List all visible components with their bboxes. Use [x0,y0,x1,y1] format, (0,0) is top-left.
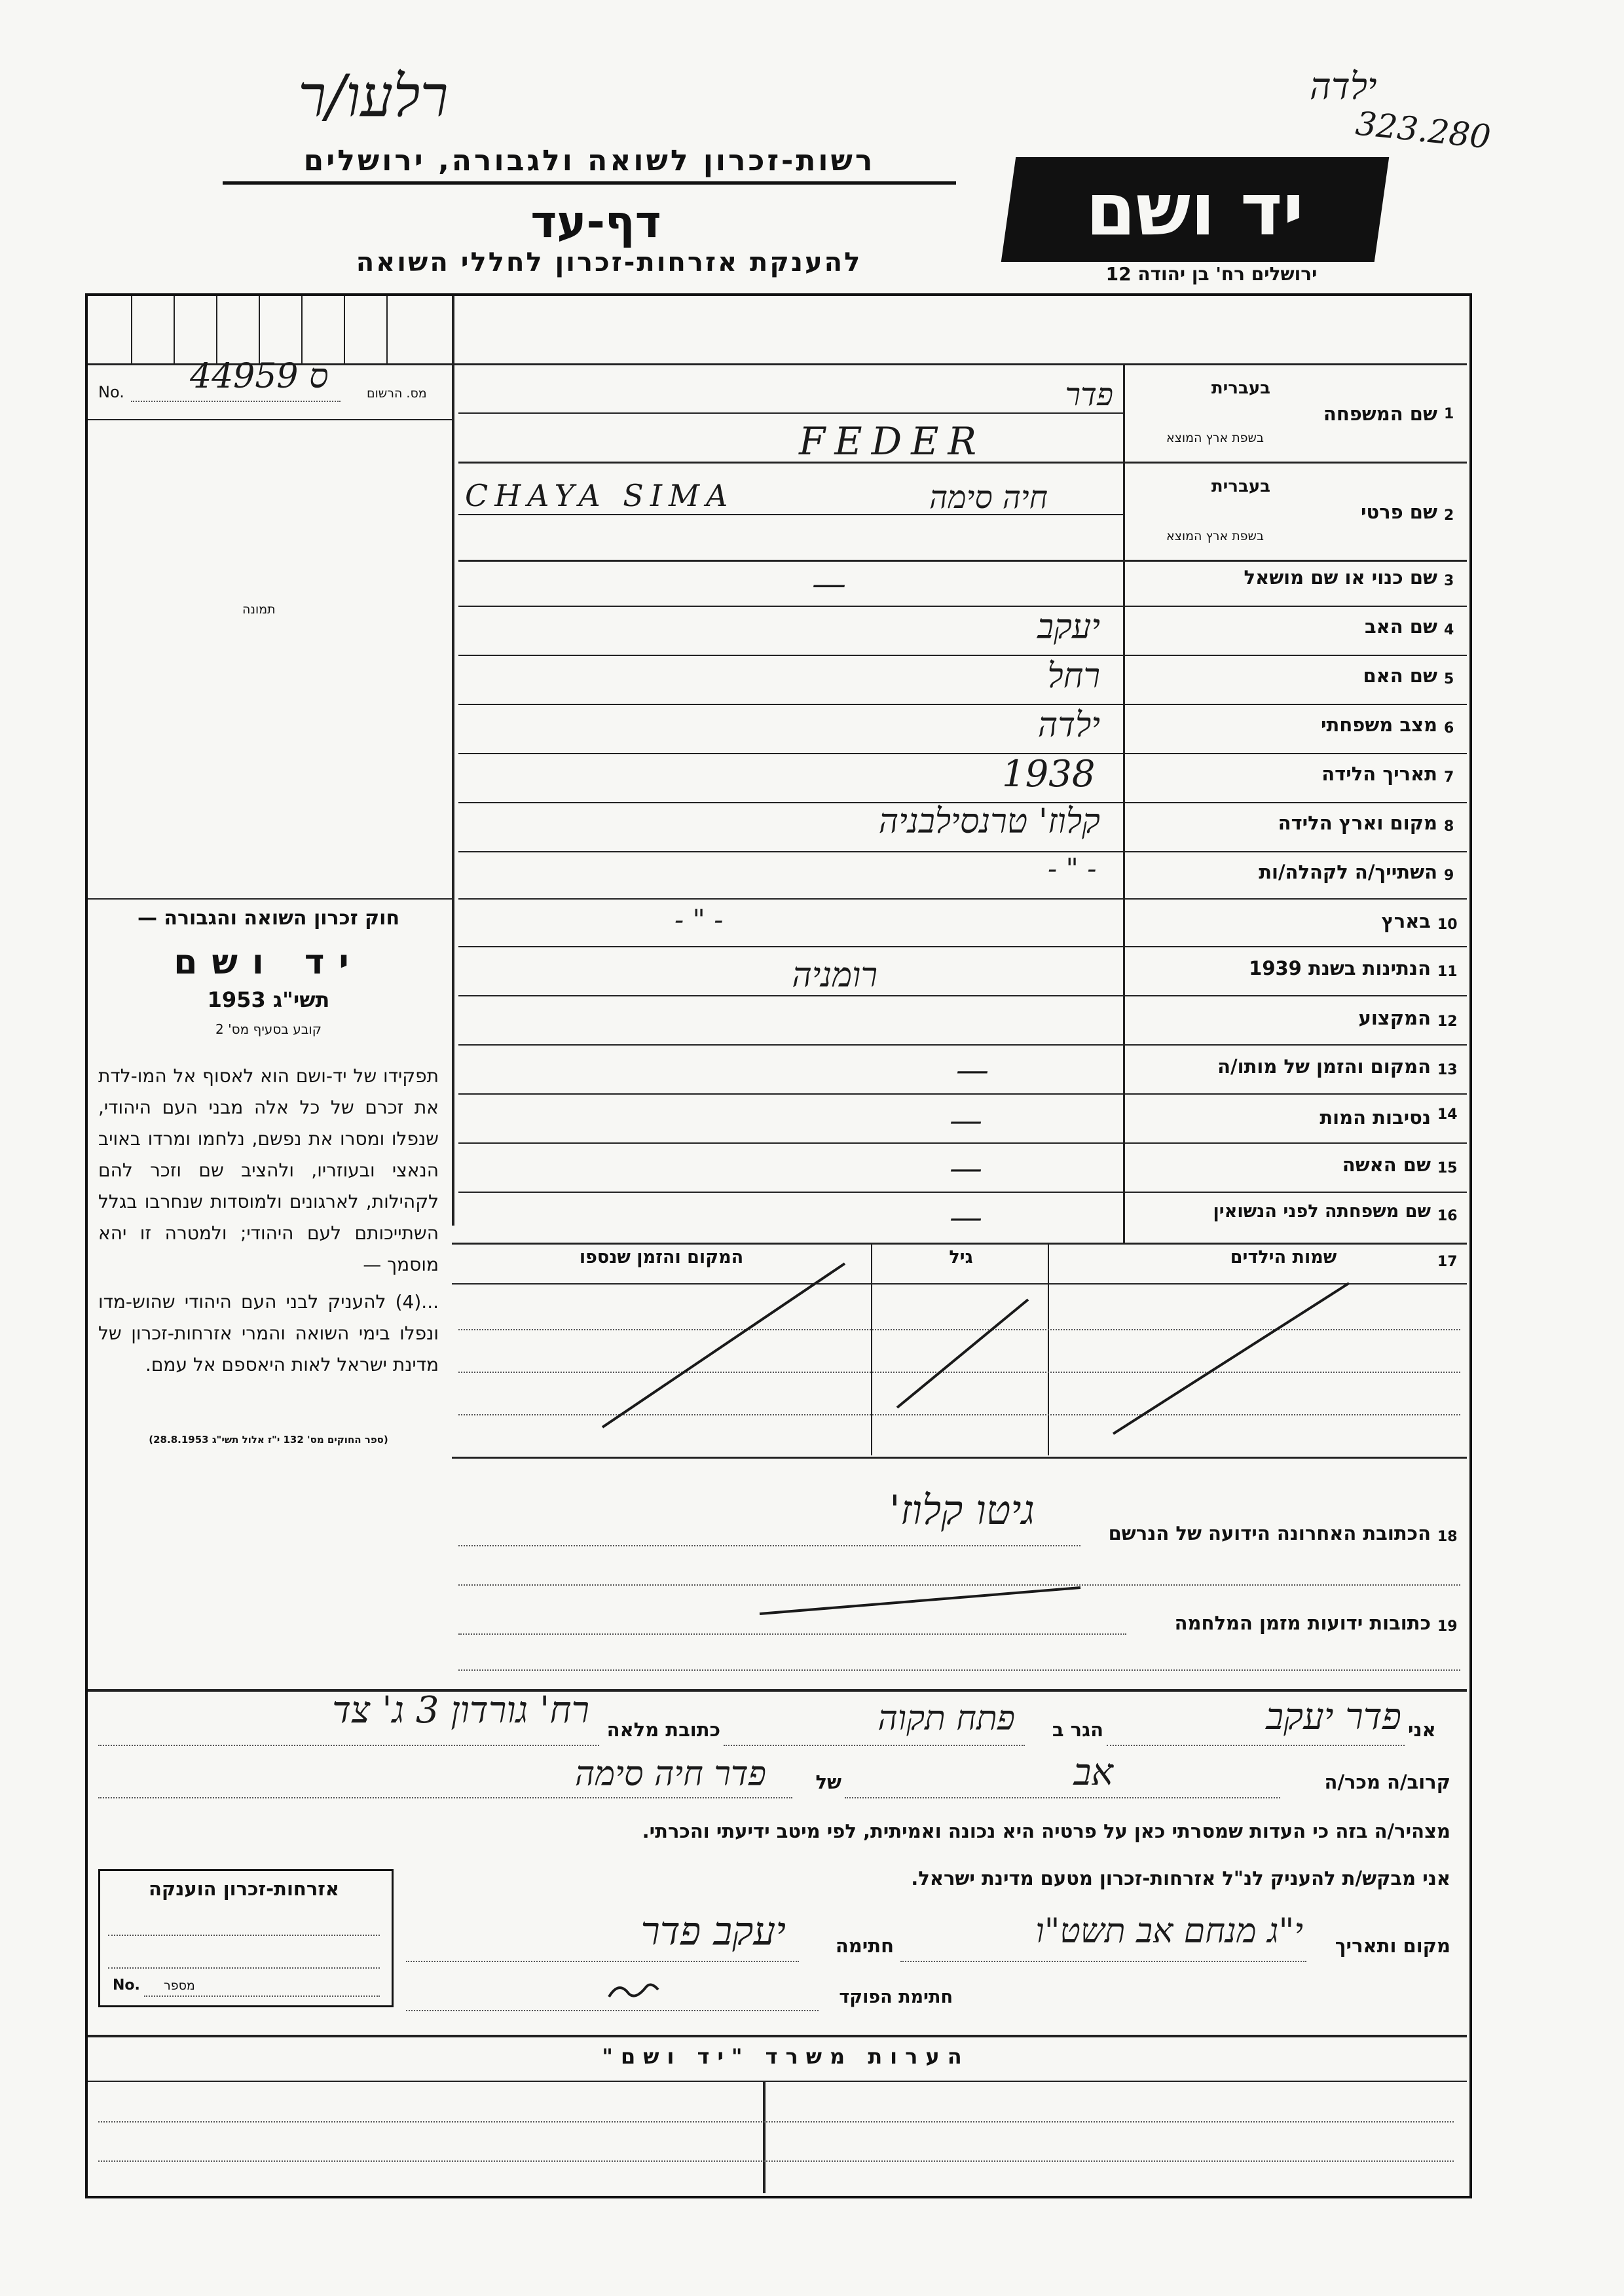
office-title: הערות משרד "יד ושם" [602,2044,970,2069]
field-5-label: שם האם [1363,665,1437,687]
field-19-label: כתובות ידועות מזמן המלחמה [1174,1612,1431,1634]
field-2-sub-bottom: בשפת ארץ המוצא [1166,529,1264,543]
field-8-label: מקום וארץ הלידה [1278,812,1437,834]
law-title: חוק זכרון השואה והגבורה — [137,907,400,930]
law-reference: (ספר החוקים מס' 132 י"ז אלול תשי"ג 28.8.1953) [149,1434,388,1446]
authority-name: רשות-זכרון לשואה ולגבורה, ירושלים [223,144,956,185]
field-15-value: — [950,1149,982,1187]
field-14-num: 14 [1437,1106,1458,1123]
field-3-label: שם כנוי או שם מושאל [1244,566,1437,589]
citizenship-num-line [144,1995,380,1997]
decl-sig-label: חתימה [835,1935,894,1957]
field-3-value: — [812,564,846,604]
field-3-num: 3 [1444,573,1454,589]
field-11-num: 11 [1437,964,1458,980]
field-4-num: 4 [1444,622,1454,638]
decl-name: פדר יעקב [1266,1696,1401,1738]
citizenship-no-label: No. [113,1977,140,1994]
citizenship-box-line [108,1935,380,1936]
logo-text: יד ושם [1086,168,1304,251]
field-12-num: 12 [1437,1013,1458,1030]
decl-resides-label: הגר ב [1052,1719,1103,1741]
decl-clerk-label: חתימת הפוקד [839,1987,953,2007]
top-right-note: ילדה [1310,65,1377,108]
decl-addr: רח' גורדון 3 ג' צד [332,1689,589,1732]
decl-relation-label: קרוב/ה מכר/ה [1324,1771,1450,1793]
page-subtitle: להענקת אזרחות-זכרון לחללי השואה [356,247,862,278]
field-7-label: תאריך הלידה [1321,763,1437,785]
decl-prefix: אני [1408,1719,1436,1741]
decl-of-label: של [815,1771,841,1793]
field-13-num: 13 [1437,1062,1458,1078]
decl-addr-label: כתובת מלאה [606,1719,720,1741]
citizenship-num-label: מספר [164,1978,195,1993]
field-11-label: הנתינות בשנת 1939 [1249,957,1431,979]
citizenship-box-line [108,1967,380,1969]
field-7-num: 7 [1444,769,1454,786]
field-10-num: 10 [1437,917,1458,933]
field-4-label: שם האב [1364,615,1437,638]
office-line [98,2121,1454,2123]
decl-statement: מצהיר/ה בזה כי העדות שמסרתי כאן על פרטיה היא נכונה ואמיתית, לפי מיטב ידיעתי והכרתי. [642,1820,1450,1842]
field-13-label: המקום והזמן של מותו/ה [1217,1055,1431,1078]
field-13-value: — [956,1051,989,1089]
law-body-1: תפקידו של יד-ושם הוא לאסוף אל המו-לדת את זכרם של כל אלה מבני העם היהודי, שנפלו ומסרו את נפשם, נלחמו ומרדו באויב הנאצי ובעוזריו, ולהציב שם וזכר להם לקהילות, לארגונים ולמוסדות שנחרבו בגלל השתייכותם לעם היהודי; ולמטרה זו יהא מוסמך — [98,1065,439,1275]
no-label: No. [98,383,124,401]
children-col-names: שמות הילדים [1230,1247,1337,1267]
top-handwritten-code: רלעו/ר [298,62,449,130]
decl-place-label: מקום ותאריך [1335,1935,1450,1957]
field-16-num: 16 [1437,1208,1458,1224]
decl-victim-name: פדר חיה סימה [574,1755,766,1794]
field-10-label: בארץ [1381,910,1431,932]
field-8-value: קלוז' טרנסילבניה [878,802,1100,841]
field-1-sub-top: בעברית [1211,378,1270,398]
field-2-sub-top: בעברית [1211,477,1270,496]
field-1-num: 1 [1444,406,1454,422]
office-header-line [88,2081,1467,2082]
field-16-label: שם משפחתה לפני הנשואין [1213,1201,1431,1222]
decl-city: פתח תקוה [877,1699,1015,1738]
field-11-value: רומניה [792,956,877,995]
field-2-label: שם פרטי [1360,501,1437,523]
field-6-label: מצב משפחתי [1320,714,1437,736]
photo-label: תמונה [242,602,276,617]
logo-address: ירושלים רח' בן יהודה 12 [1105,263,1318,285]
field-9-value: - " - [1048,852,1097,884]
decl-place-value: י"ג מנחם אב תשט"ו [1035,1912,1303,1951]
law-year: תשי"ג 1953 [207,987,330,1012]
field-16-value: — [950,1198,982,1236]
field-5-value: רחל [1047,657,1100,696]
office-divider [763,2081,766,2193]
field-10-value: - " - [674,903,724,936]
decl-signature: יעקב פדר [640,1908,786,1954]
field-1-sub-bottom: בשפת ארץ המוצא [1166,431,1264,445]
field-2-num: 2 [1444,507,1454,524]
field-9-num: 9 [1444,867,1454,884]
field-7-value: 1938 [1002,753,1096,795]
page-title: דף-עד [530,196,661,248]
field-1-value: פדר [1065,376,1113,413]
field-6-num: 6 [1444,720,1454,737]
children-col-place: המקום והזמן שנספו [579,1247,744,1267]
field-4-value: יעקב [1037,608,1100,647]
decl-relation: אב [1073,1751,1113,1794]
reg-label: מס. הרשום [367,386,427,401]
citizenship-box-title: אזרחות-זכרון הוענקה [148,1878,340,1900]
top-right-number: 323.280 [1354,104,1493,156]
field-18-label: הכתובת האחרונה הידועה של הנרשם [1108,1522,1431,1544]
reg-number: ס 44959 [190,357,329,396]
field-19-num: 19 [1437,1618,1458,1635]
field-2-value: חיה סימה [929,479,1048,516]
law-body-2: ...(4) להעניק לבני העם היהודי שהוש-מדו ונפלו בימי השואה והמרי אזרחות-זכרון של מדינת ישראל לאות היאספם אל עמם. [98,1291,439,1376]
field-2-value-latin: CHAYA SIMA [465,478,735,513]
children-col-age: גיל [949,1247,973,1267]
field-1-label: שם המשפחה [1323,403,1437,425]
field-15-label: שם האשה [1342,1154,1431,1176]
office-top-line [88,2035,1467,2037]
law-name: יד ושם [174,943,363,982]
field-12-label: המקצוע [1358,1007,1431,1029]
field-17-num: 17 [1437,1254,1458,1270]
field-15-num: 15 [1437,1160,1458,1176]
field-18-value: גיטו קלוז' [889,1486,1035,1534]
field-14-label: נסיבות המות [1320,1106,1431,1129]
field-9-label: השתייך/ה לקהלה/ות [1259,861,1437,883]
field-1-value-latin: FEDER [799,419,986,464]
law-section: קובע בסעיף מס' 2 [215,1021,322,1037]
field-8-num: 8 [1444,818,1454,835]
field-14-value: — [950,1101,982,1139]
field-6-value: ילדה [1037,706,1100,745]
decl-request: אני מבקש/ת להעניק לנ"ל אזרחות-זכרון מטעם מדינת ישראל. [911,1867,1450,1889]
office-line [98,2160,1454,2162]
field-5-num: 5 [1444,671,1454,687]
field-18-num: 18 [1437,1529,1458,1545]
